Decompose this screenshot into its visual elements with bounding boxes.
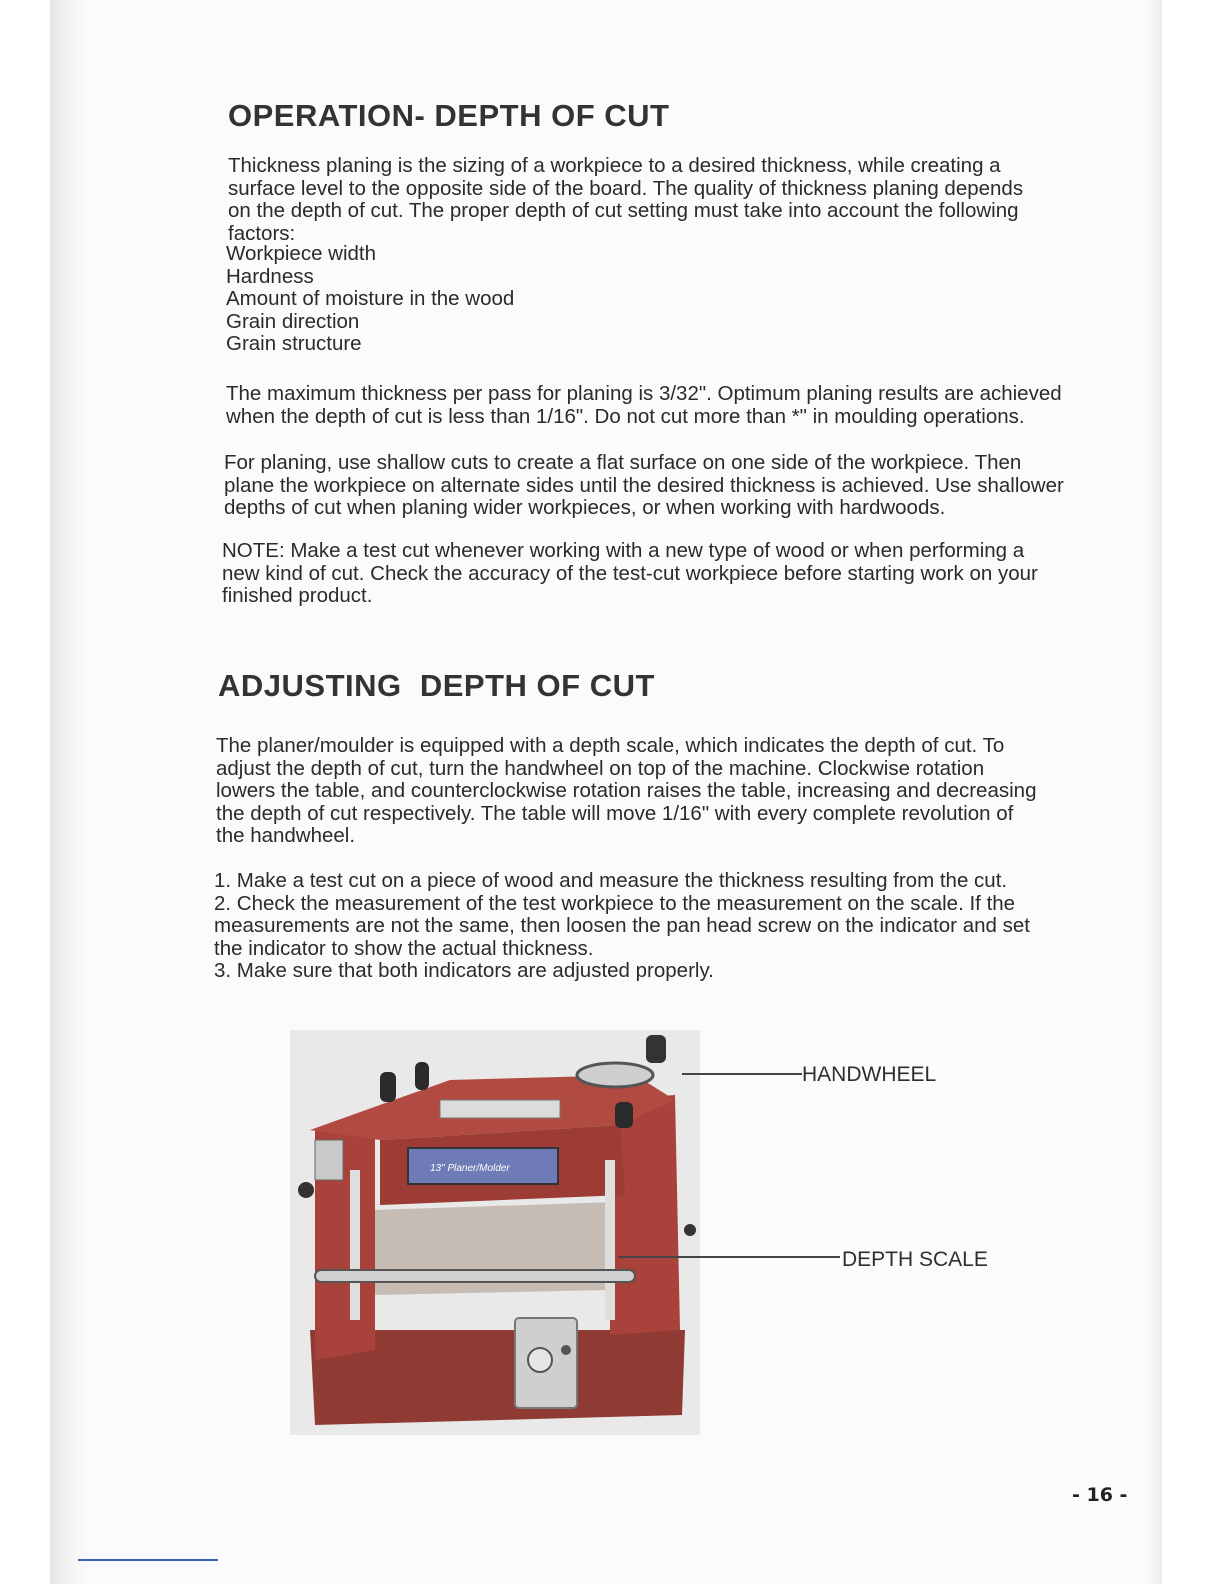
text-line: The maximum thickness per pass for planing is 3/32". Optimum planing results are achieved — [226, 382, 1062, 405]
list-item: Amount of moisture in the wood — [226, 287, 515, 310]
list-item: 2. Check the measurement of the test workpiece to the measurement on the scale. If the — [214, 891, 1016, 915]
text-line: adjust the depth of cut, turn the handwheel on top of the machine. Clockwise rotation — [216, 756, 985, 780]
text-line: factors: — [228, 221, 296, 245]
handwheel-label: HANDWHEEL — [802, 1063, 937, 1086]
list-item: Grain direction — [226, 309, 360, 333]
machine-label-text: 13" Planer/Molder — [430, 1163, 510, 1174]
depth-scale-label: DEPTH SCALE — [842, 1248, 988, 1271]
text-line: finished product. — [222, 584, 373, 607]
planer-illustration — [290, 1030, 700, 1435]
text-line: lowers the table, and counterclockwise rotation raises the table, increasing and decreasing — [216, 779, 1037, 802]
section-title-adjusting: ADJUSTING DEPTH OF CUT — [218, 668, 655, 703]
text-line: NOTE: Make a test cut whenever working with a new type of wood or when performing a — [222, 539, 1025, 562]
intro-paragraph — [228, 155, 1023, 245]
text-line: Thickness planing is the sizing of a workpiece to a desired thickness, while creating a — [228, 154, 1001, 177]
section-title-operation: OPERATION- DEPTH OF CUT — [228, 98, 670, 133]
list-item: Hardness — [226, 264, 314, 288]
factors-list — [226, 243, 514, 356]
list-item: the indicator to show the actual thickness. — [214, 936, 594, 960]
depth-scale-callout-line — [618, 1256, 840, 1258]
max-pass-paragraph — [226, 383, 1062, 428]
text-line: the handwheel. — [216, 824, 356, 847]
text-line: plane the workpiece on alternate sides until the desired thickness is achieved. Use shallower — [224, 473, 1064, 497]
handwheel-callout-line — [682, 1073, 802, 1075]
adjusting-paragraph — [216, 735, 1036, 848]
text-line: depths of cut when planing wider workpieces, or when working with hardwoods. — [224, 496, 946, 519]
text-line: on the depth of cut. The proper depth of cut setting must take into account the following — [228, 199, 1019, 222]
steps-list — [214, 870, 1030, 983]
planer-photo — [290, 1030, 700, 1435]
footer-rule — [78, 1559, 218, 1561]
manual-page — [50, 0, 1162, 1584]
list-item: Workpiece width — [226, 242, 377, 265]
planing-paragraph — [224, 452, 1064, 520]
text-line: The planer/moulder is equipped with a depth scale, which indicates the depth of cut. To — [216, 734, 1005, 757]
list-item: 3. Make sure that both indicators are adjusted properly. — [214, 959, 714, 982]
text-line: new kind of cut. Check the accuracy of the test-cut workpiece before starting work on your — [222, 561, 1038, 585]
list-item: 1. Make a test cut on a piece of wood and measure the thickness resulting from the cut. — [214, 869, 1008, 892]
page-number: - 16 - — [1072, 1484, 1128, 1506]
text-line: the depth of cut respectively. The table will move 1/16" with every complete revolution of — [216, 801, 1014, 825]
text-line: when the depth of cut is less than 1/16". Do not cut more than *" in moulding operations. — [226, 404, 1025, 428]
list-item: measurements are not the same, then loosen the pan head screw on the indicator and set — [214, 914, 1030, 937]
page-edge-shadow — [50, 0, 90, 1584]
note-paragraph — [222, 540, 1038, 608]
page-right-shadow — [1148, 0, 1162, 1584]
text-line: For planing, use shallow cuts to create a flat surface on one side of the workpiece. Then — [224, 451, 1022, 474]
list-item: Grain structure — [226, 332, 362, 355]
text-line: surface level to the opposite side of the board. The quality of thickness planing depends — [228, 176, 1024, 200]
